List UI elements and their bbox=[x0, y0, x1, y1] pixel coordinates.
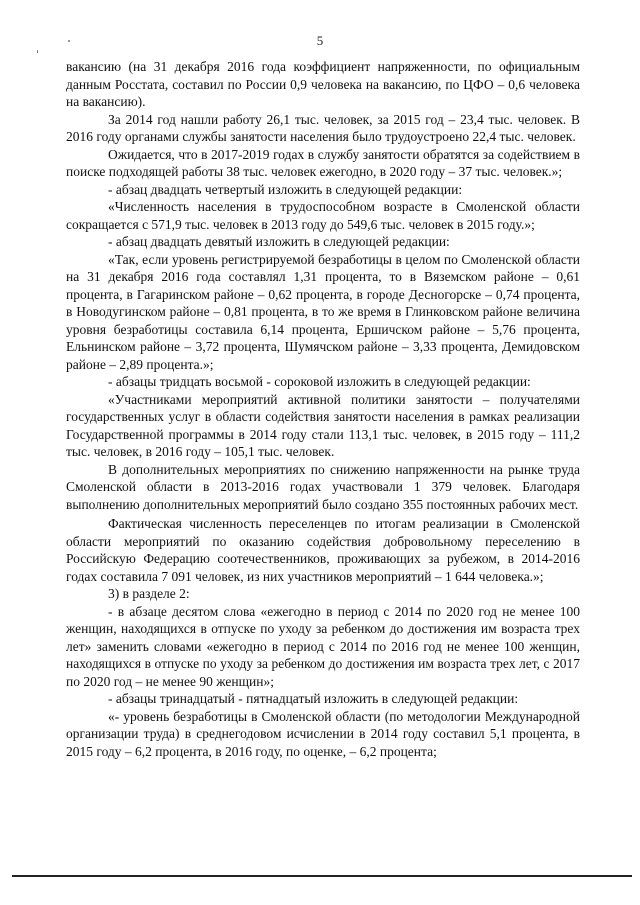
paragraph: - абзацы тридцать восьмой - сороковой изложить в следующей редакции: bbox=[108, 374, 531, 389]
document-body bbox=[66, 58, 580, 760]
paragraph: вакансию (на 31 декабря 2016 года коэффициент напряженности, по официальным данным Росстата, составил по России 0,9 человека на вакансию, по ЦФО – 0,6 человека на вакансию). bbox=[66, 59, 580, 109]
scan-speck bbox=[37, 50, 38, 53]
paragraph: Ожидается, что в 2017-2019 годах в службу занятости обратятся за содействием в поиске подходящей работы 38 тыс. человек ежегодно, в 2020 году – 37 тыс. человек.»; bbox=[66, 146, 580, 179]
paragraph: Фактическая численность переселенцев по итогам реализации в Смоленской области мероприятий по оказанию содействия добровольному переселению в Российскую Федерацию соотечественников, проживающих за рубежом, в 2014-2016 годах составила 7 091 человек, из них участников мероприятий – 1 644 человека.»; bbox=[66, 516, 580, 584]
paragraph: «Участниками мероприятий активной политики занятости – получателями государственных услуг в области содействия занятости населения в рамках реализации Государственной программы в 2014 году стали 113,1 тыс. человек, в 2015 году – 111,2 тыс. человек, в 2016 году – 105,1 тыс. человек. bbox=[66, 391, 580, 459]
paragraph: «Численность населения в трудоспособном возрасте в Смоленской области сокращается с 571,9 тыс. человек в 2013 году до 549,6 тыс. человек в 2015 году.»; bbox=[66, 199, 580, 232]
paragraph: 3) в разделе 2: bbox=[108, 586, 190, 601]
paragraph: В дополнительных мероприятиях по снижению напряженности на рынке труда Смоленской области в 2013-2016 годах участвовали 1 379 человек. Благодаря выполнению дополнительных мероприятий было создано 355 постоянных рабочих мест. bbox=[66, 461, 580, 512]
paragraph: - абзац двадцать четвертый изложить в следующей редакции: bbox=[108, 181, 463, 197]
paragraph: - в абзаце десятом слова «ежегодно в период с 2014 по 2020 год не менее 100 женщин, находящихся в отпуске по уходу за ребенком до достижения им возраста трех лет» заменить словами «ежегодно в период с 2014 по 2016 год не менее 100 женщин, находящихся в отпуске по уходу за ребенком до достижения им возраста трех лет, с 2017 по 2020 год – не менее 90 женщин»; bbox=[66, 603, 580, 689]
scan-speck bbox=[68, 40, 70, 42]
bottom-rule bbox=[12, 875, 632, 877]
paragraph: За 2014 год нашли работу 26,1 тыс. человек, за 2015 год – 23,4 тыс. человек. В 2016 году органами службы занятости населения было трудоустроено 22,4 тыс. человек. bbox=[66, 111, 580, 144]
page-number: 5 bbox=[316, 33, 324, 48]
paragraph: - абзацы тринадцатый - пятнадцатый изложить в следующей редакции: bbox=[108, 691, 519, 706]
paragraph: «Так, если уровень регистрируемой безработицы в целом по Смоленской области на 31 декабря 2016 года составлял 1,31 процента, то в Вяземском районе – 0,61 процента, в Гагаринском районе – 0,62 процента, в городе Десногорске – 0,74 процента, в Новодугинском районе – 0,81 процента, в то же время в Глинковском районе величина уровня безработицы составила 6,14 процента, Ершичском районе – 5,76 процента, Ельнинском районе – 3,72 процента, Шумячском районе – 3,33 процента, Демидовском районе – 2,89 процента.»; bbox=[66, 251, 580, 372]
paragraph: - абзац двадцать девятый изложить в следующей редакции: bbox=[108, 234, 450, 249]
paragraph: «- уровень безработицы в Смоленской области (по методологии Международной организации труда) в среднегодовом исчислении в 2014 году составил 5,1 процента, в 2015 году – 6,2 процента, в 2016 году, по оценке, – 6,2 процента; bbox=[66, 708, 580, 759]
